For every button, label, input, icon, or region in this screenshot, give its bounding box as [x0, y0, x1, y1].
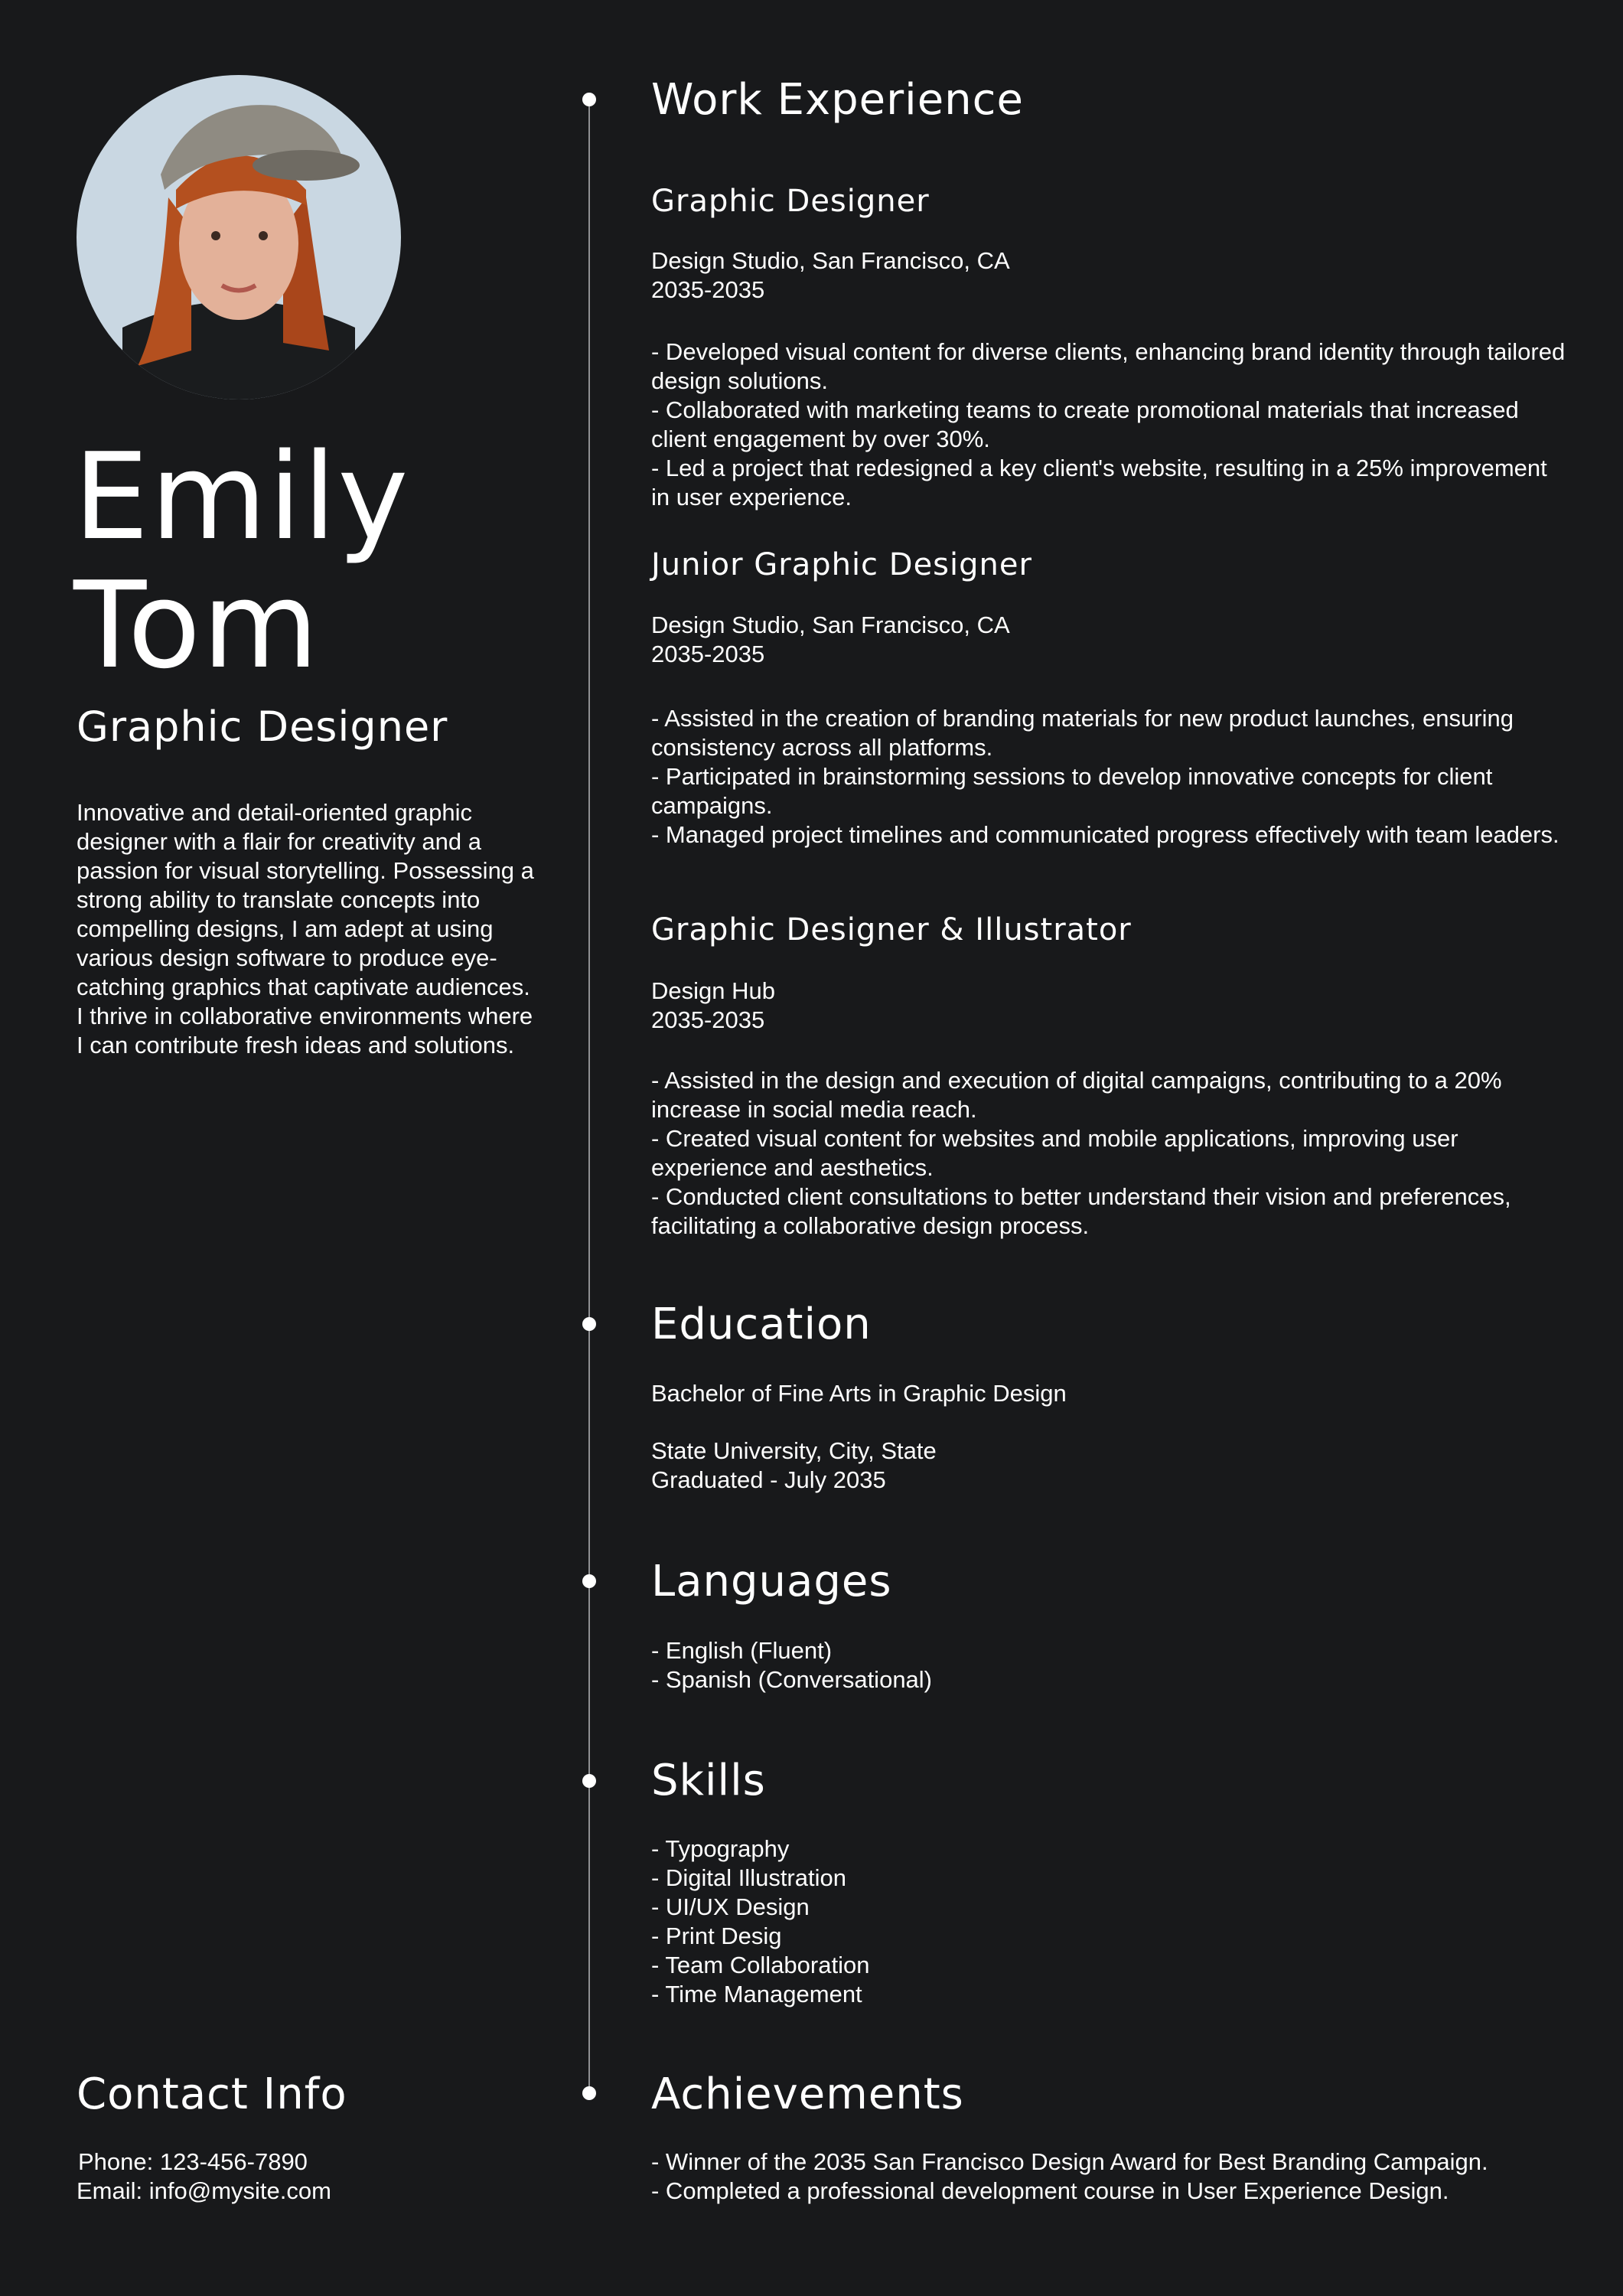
skills-heading: Skills — [651, 1756, 766, 1805]
job-bullet: - Led a project that redesigned a key client's website, resulting in a 25% improvement in user experience. — [651, 455, 1547, 510]
skill-item: - Typography — [651, 1835, 790, 1862]
skill-item: - UI/UX Design — [651, 1893, 810, 1920]
job-bullet: - Managed project timelines and communicated progress effectively with team leaders. — [651, 821, 1559, 848]
language-item: - Spanish (Conversational) — [651, 1666, 933, 1693]
job-company: Design Studio, San Francisco, CA — [651, 247, 1010, 274]
job-bullet: - Created visual content for websites and mobile applications, improving user experience and aesthetics. — [651, 1125, 1458, 1181]
job-bullet: - Collaborated with marketing teams to create promotional materials that increased client engagement by over 30%. — [651, 396, 1519, 452]
timeline-line — [588, 99, 590, 2093]
achievements-heading: Achievements — [651, 2069, 964, 2119]
profile-photo — [77, 75, 401, 400]
skill-item: - Time Management — [651, 1981, 862, 2007]
job-company: Design Hub — [651, 977, 775, 1004]
skill-item: - Digital Illustration — [651, 1864, 846, 1891]
education-graduated: Graduated - July 2035 — [651, 1466, 886, 1493]
job-title: Graphic Designer — [651, 184, 930, 219]
language-item: - English (Fluent) — [651, 1637, 833, 1664]
languages-heading: Languages — [651, 1557, 892, 1606]
job-dates: 2035-2035 — [651, 641, 765, 667]
achievement-item: - Winner of the 2035 San Francisco Design Award for Best Branding Campaign. — [651, 2148, 1488, 2175]
candidate-name — [73, 427, 533, 695]
last-name: Tom — [73, 556, 321, 695]
work-experience-heading: Work Experience — [651, 75, 1024, 125]
job-bullet: - Assisted in the design and execution of digital campaigns, contributing to a 20% increase in social media reach. — [651, 1067, 1502, 1123]
timeline-dot-skills — [582, 1774, 596, 1788]
timeline-dot-work — [582, 93, 596, 106]
education-heading: Education — [651, 1300, 872, 1349]
job-title: Graphic Designer & Illustrator — [651, 912, 1132, 947]
education-degree: Bachelor of Fine Arts in Graphic Design — [651, 1380, 1067, 1407]
job-dates: 2035-2035 — [651, 276, 765, 303]
contact-email: Email: info@mysite.com — [77, 2177, 331, 2204]
skill-item: - Team Collaboration — [651, 1952, 870, 1978]
timeline-dot-achievements — [582, 2086, 596, 2100]
education-school: State University, City, State — [651, 1437, 937, 1464]
job-bullet: - Developed visual content for diverse clients, enhancing brand identity through tailored design solutions. — [651, 338, 1566, 394]
skill-item: - Print Desig — [651, 1923, 782, 1949]
timeline-dot-education — [582, 1317, 596, 1331]
achievement-item: - Completed a professional development course in User Experience Design. — [651, 2177, 1449, 2204]
job-dates: 2035-2035 — [651, 1006, 765, 1033]
job-company: Design Studio, San Francisco, CA — [651, 612, 1010, 638]
first-name: Emily — [73, 427, 410, 566]
job-bullet: - Conducted client consultations to better understand their vision and preferences, facilitating a collaborative design process. — [651, 1183, 1511, 1239]
contact-heading: Contact Info — [77, 2069, 347, 2119]
contact-phone: Phone: 123-456-7890 — [78, 2148, 308, 2175]
job-role: Graphic Designer — [77, 703, 448, 751]
job-bullet: - Assisted in the creation of branding materials for new product launches, ensuring consistency across all platforms. — [651, 705, 1514, 761]
job-title: Junior Graphic Designer — [651, 547, 1032, 582]
timeline-dot-languages — [582, 1574, 596, 1588]
profile-summary: Innovative and detail-oriented graphic designer with a flair for creativity and a passion for visual storytelling. Possessing a strong ability to translate concepts into compelling designs, I am adept at using various design software to produce eye-catching graphics that captivate audiences. I thrive in collaborative environments where I can contribute fresh ideas and solutions. — [77, 799, 534, 1058]
job-bullet: - Participated in brainstorming sessions to develop innovative concepts for client campaigns. — [651, 763, 1493, 819]
